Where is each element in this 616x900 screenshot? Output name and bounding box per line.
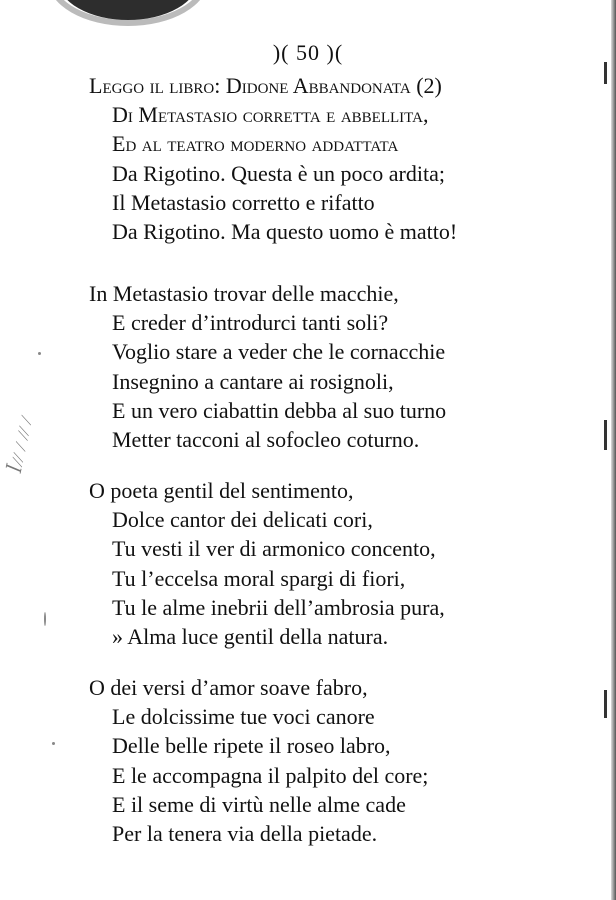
- verse-line: Ed al teatro moderno addattata: [112, 131, 399, 157]
- speck: [52, 742, 55, 745]
- verse-line: E creder d’introdurci tanti soli?: [112, 310, 389, 336]
- verse-line: Da Rigotino. Questa è un poco ardita;: [112, 160, 445, 186]
- verse-line: Per la tenera via della pietade.: [112, 821, 378, 846]
- page-number: )( 50 )(: [272, 40, 344, 65]
- margin-handwriting: ꟾ⁄⁄ ⁄ ⁄⁄ ⁄: [6, 414, 37, 474]
- verse-line: O poeta gentil del sentimento,: [89, 478, 354, 503]
- verse-line: Delle belle ripete il roseo labro,: [112, 733, 391, 759]
- verse-line: » Alma luce gentil della natura.: [112, 624, 389, 649]
- edge-mark: [604, 690, 607, 718]
- edge-mark: [604, 420, 607, 450]
- verse-line: E il seme di virtù nelle alme cade: [112, 791, 406, 817]
- verse-line: Tu l’eccelsa moral spargi di fiori,: [112, 565, 406, 591]
- verse-line: Il Metastasio corretto e rifatto: [112, 189, 375, 215]
- verse-line: Leggo il libro: Didone Abbandonata (2): [89, 73, 442, 98]
- verse-line: In Metastasio trovar delle macchie,: [89, 281, 399, 306]
- page-edge-shadow: [611, 0, 616, 900]
- verse-line: E le accompagna il palpito del core;: [112, 762, 429, 788]
- verse-line: Tu vesti il ver di armonico concento,: [112, 536, 436, 562]
- verse-line: E un vero ciabattin debba al suo turno: [112, 397, 447, 423]
- verse-line: Metter tacconi al sofocleo coturno.: [112, 427, 420, 452]
- verse-line: Voglio stare a veder che le cornacchie: [112, 339, 446, 365]
- verse-line: Dolce cantor dei delicati cori,: [112, 507, 373, 533]
- verse-line: Di Metastasio corretta e abbellita,: [112, 102, 429, 128]
- verse-line: Tu le alme inebrii dell’ambrosia pura,: [112, 594, 445, 620]
- verse-line: Insegnino a cantare ai rosignoli,: [112, 368, 394, 394]
- speck: [38, 352, 41, 355]
- verse-line: O dei versi d’amor soave fabro,: [89, 675, 368, 700]
- verse-line: Da Rigotino. Ma questo uomo è matto!: [112, 219, 458, 244]
- speck: [44, 612, 46, 626]
- verse-line: Le dolcissime tue voci canore: [112, 704, 375, 730]
